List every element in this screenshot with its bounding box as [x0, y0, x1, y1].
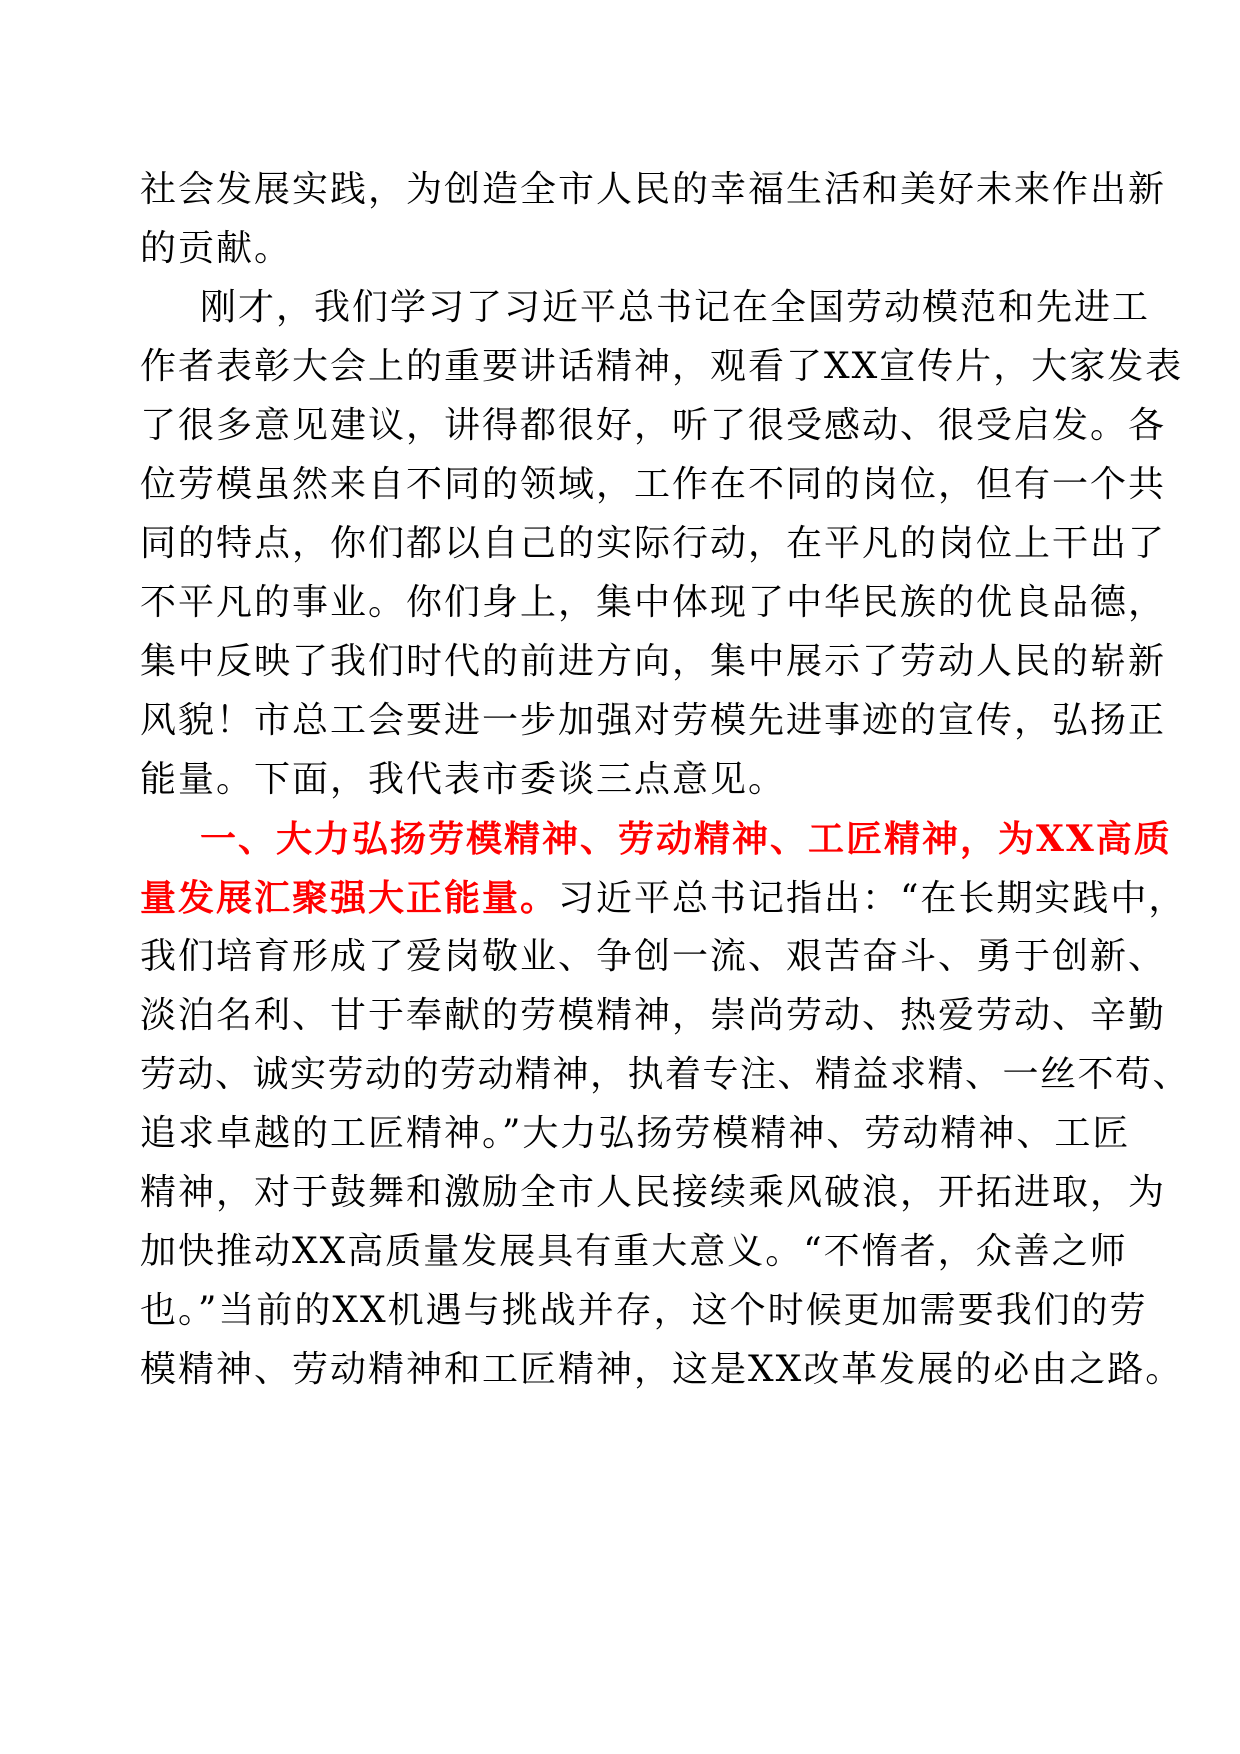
paragraph-line: [0, 632, 1240, 692]
paragraph-line: [0, 573, 1240, 633]
paragraph-line: [0, 986, 1240, 1046]
paragraph-line: [0, 396, 1240, 456]
paragraph-line: [0, 691, 1240, 751]
text-line: 追求卓越的工匠精神。”大力弘扬劳模精神、劳动精神、工匠: [140, 1113, 1131, 1154]
text-line: 了很多意见建议，讲得都很好，听了很受感动、很受启发。各: [140, 405, 1167, 446]
text-line: 精神，对于鼓舞和激励全市人民接续乘风破浪，开拓进取，为: [140, 1172, 1167, 1213]
paragraph-line: [0, 1281, 1240, 1341]
text-line: 位劳模虽然来自不同的领域，工作在不同的岗位，但有一个共: [140, 464, 1167, 505]
text-line: 风貌！市总工会要进一步加强对劳模先进事迹的宣传，弘扬正: [140, 700, 1167, 741]
text-line: 社会发展实践，为创造全市人民的幸福生活和美好未来作出新: [140, 169, 1167, 210]
text-line: 刚才，我们学习了习近平总书记在全国劳动模范和先进工: [200, 287, 1151, 328]
paragraph-line: [0, 160, 1240, 220]
paragraph-line: [0, 278, 1240, 338]
paragraph-line: [0, 337, 1240, 397]
text-line: 不平凡的事业。你们身上，集中体现了中华民族的优良品德，: [140, 582, 1167, 623]
text-segment: 习近平总书记指出：“在长期实践中，: [558, 878, 1187, 919]
paragraph-line: [0, 750, 1240, 810]
paragraph-line: [0, 1104, 1240, 1164]
text-line: 也。”当前的XX机遇与挑战并存，这个时候更加需要我们的劳: [140, 1290, 1148, 1331]
paragraph-line: [0, 219, 1240, 279]
text-line: 淡泊名利、甘于奉献的劳模精神，崇尚劳动、热爱劳动、辛勤: [140, 995, 1167, 1036]
text-line: 模精神、劳动精神和工匠精神，这是XX改革发展的必由之路。: [140, 1349, 1184, 1390]
text-line: 我们培育形成了爱岗敬业、争创一流、艰苦奋斗、勇于创新、: [140, 936, 1167, 977]
text-line: 的贡献。: [140, 228, 293, 269]
section-heading-line: [0, 868, 1240, 928]
text-line: 集中反映了我们时代的前进方向，集中展示了劳动人民的崭新: [140, 641, 1167, 682]
paragraph-line: [0, 1163, 1240, 1223]
text-line: 能量。下面，我代表市委谈三点意见。: [140, 759, 787, 800]
mixed-line: [140, 868, 1186, 929]
text-line: 劳动、诚实劳动的劳动精神，执着专注、精益求精、一丝不苟、: [140, 1054, 1191, 1095]
text-line: 同的特点，你们都以自己的实际行动，在平凡的岗位上干出了: [140, 523, 1167, 564]
text-line: 加快推动XX高质量发展具有重大意义。“不惰者，众善之师: [140, 1231, 1128, 1272]
section-heading-text: 一、大力弘扬劳模精神、劳动精神、工匠精神，为XX高质: [200, 818, 1172, 860]
section-heading-text: 量发展汇聚强大正能量。: [140, 877, 559, 919]
paragraph-line: [0, 927, 1240, 987]
paragraph-line: [0, 455, 1240, 515]
paragraph-line: [0, 1340, 1240, 1400]
text-line: 作者表彰大会上的重要讲话精神，观看了XX宣传片，大家发表: [140, 346, 1184, 387]
paragraph-line: [0, 1222, 1240, 1282]
section-heading-line: [0, 809, 1240, 869]
paragraph-line: [0, 514, 1240, 574]
paragraph-line: [0, 1045, 1240, 1105]
